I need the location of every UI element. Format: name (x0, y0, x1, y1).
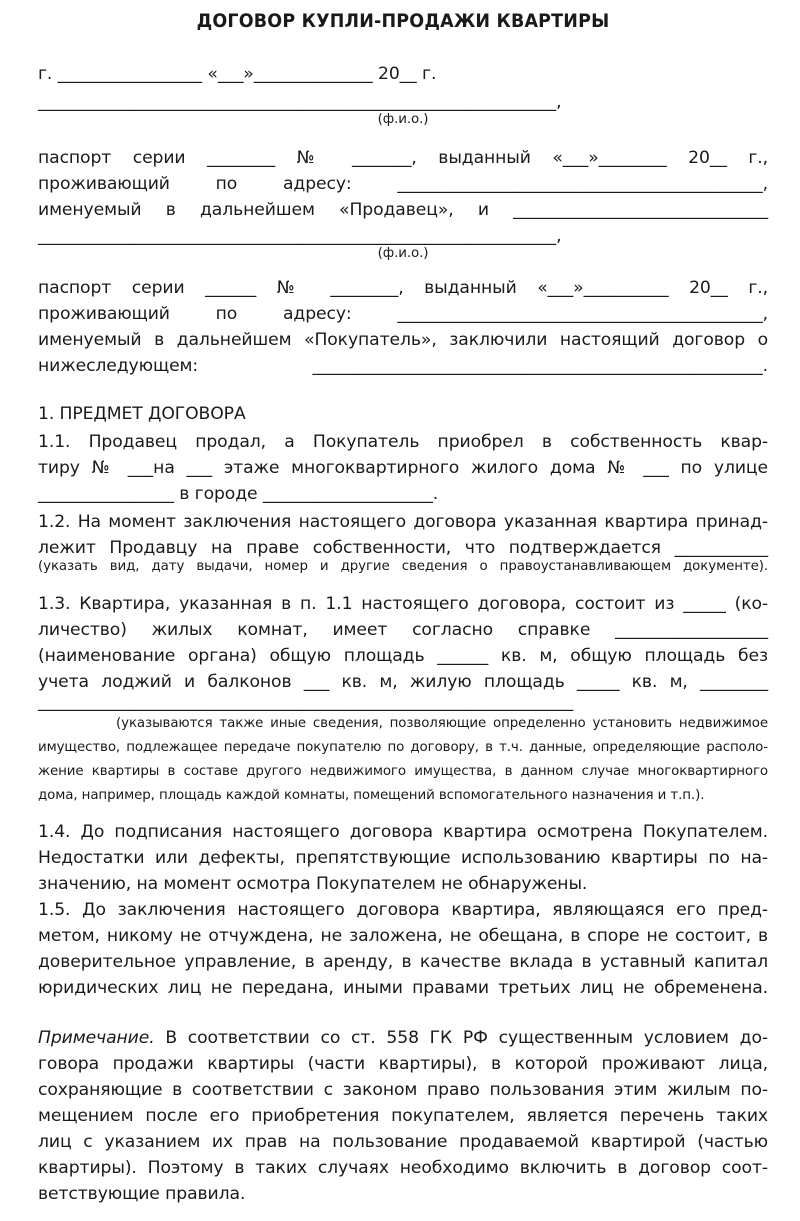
clause-1-1-line: 1.1. Продавец продал, а Покупатель приобрел в собственность квар- (38, 432, 768, 452)
clause-1-1-line: тиру № ___на ___ этаже многоквартирного жилого дома № ___ по улице (38, 458, 768, 478)
clause-1-3-line: (наименование органа) общую площадь ______ кв. м, общую площадь без (38, 646, 768, 666)
note-line: квартиры). Поэтому в таких случаях необходимо включить в договор соот- (38, 1158, 768, 1178)
clause-1-2-line: лежит Продавцу на праве собственности, что подтверждается ___________ (38, 538, 768, 558)
seller-passport-line: паспорт серии ________ № _______, выданный «___»________ 20__ г., (38, 148, 768, 168)
clause-1-5-line: доверительное управление, в аренду, в качестве вклада в уставный капитал (38, 952, 768, 972)
note-line: ветствующие правила. (38, 1184, 246, 1204)
clause-1-4-line: значению, на момент осмотра Покупателем не обнаружены. (38, 874, 588, 894)
place-date-line: г. _________________ «___»______________ 20__ г. (38, 64, 437, 84)
clause-1-4-line: 1.4. До подписания настоящего договора квартира осмотрена Покупателем. (38, 822, 768, 842)
buyer-name-blank: _____________________________________________________________, (38, 226, 562, 246)
clause-1-2-line: 1.2. На момент заключения настоящего договора указанная квартира принад- (38, 512, 768, 532)
note-first-line (38, 1026, 768, 1050)
buyer-named-line: именуемый в дальнейшем «Покупатель», заключили настоящий договор о (38, 330, 768, 350)
clause-1-5-line: метом, никому не отчуждена, не заложена, не обещана, в споре не состоит, в (38, 926, 768, 946)
seller-address-line: проживающий по адресу: ___________________________________________, (38, 174, 768, 194)
note-line: лиц с указанием их прав на пользование продаваемой квартирой (частью (38, 1132, 768, 1152)
document-title: ДОГОВОР КУПЛИ-ПРОДАЖИ КВАРТИРЫ (196, 10, 610, 32)
note-text: В соответствии со ст. 558 ГК РФ существенным условием до- (165, 1028, 768, 1048)
seller-named-line: именуемый в дальнейшем «Продавец», и ______________________________ (38, 200, 768, 220)
seller-name-blank: _____________________________________________________________, (38, 92, 562, 112)
clause-1-5-line: 1.5. До заключения настоящего договора квартира, являющаяся его пред- (38, 900, 768, 920)
clause-1-3-note: (указываются также иные сведения, позволяющие определенно установить недвижимое (116, 716, 768, 731)
fio-caption: (ф.и.о.) (377, 112, 429, 127)
buyer-below-line: нижеследующем: _____________________________________________________. (38, 356, 768, 376)
clause-1-3-line: _______________________________________________________________ (38, 692, 574, 712)
section-heading: 1. ПРЕДМЕТ ДОГОВОРА (38, 404, 246, 424)
clause-1-3-note: имущество, подлежащее передаче покупателю по договору, в т.ч. данные, определяющие располо- (38, 740, 768, 755)
clause-1-3-line: личество) жилых комнат, имеет согласно справке __________________ (38, 620, 768, 640)
clause-1-3-note: дома, например, площадь каждой комнаты, помещений вспомогательного назначения и т.п.). (38, 788, 705, 803)
note-label: Примечание. (38, 1028, 155, 1048)
clause-1-3-line: учета лоджий и балконов ___ кв. м, жилую площадь _____ кв. м, ________ (38, 672, 768, 692)
buyer-address-line: проживающий по адресу: ___________________________________________, (38, 304, 768, 324)
buyer-passport-line: паспорт серии ______ № ________, выданный «___»__________ 20__ г., (38, 278, 768, 298)
clause-1-3-note: жение квартиры в составе другого недвижимого имущества, в данном случае многоквартирного (38, 764, 768, 779)
clause-1-3-line: 1.3. Квартира, указанная в п. 1.1 настоящего договора, состоит из _____ (ко- (38, 594, 768, 614)
clause-1-5-line: юридических лиц не передана, иными правами третьих лиц не обременена. (38, 978, 768, 998)
clause-1-1-line: ________________ в городе ____________________. (38, 484, 439, 504)
note-line: сохраняющие в соответствии с законом право пользования этим жилым по- (38, 1080, 768, 1100)
fio-caption: (ф.и.о.) (377, 246, 429, 261)
clause-1-2-note: (указать вид, дату выдачи, номер и другие сведения о правоустанавливающем документе). (38, 559, 768, 574)
note-line: мещением после его приобретения покупателем, является перечень таких (38, 1106, 768, 1126)
note-line: говора продажи квартиры (части квартиры), в которой проживают лица, (38, 1054, 768, 1074)
clause-1-4-line: Недостатки или дефекты, препятствующие использованию квартиры по на- (38, 848, 768, 868)
